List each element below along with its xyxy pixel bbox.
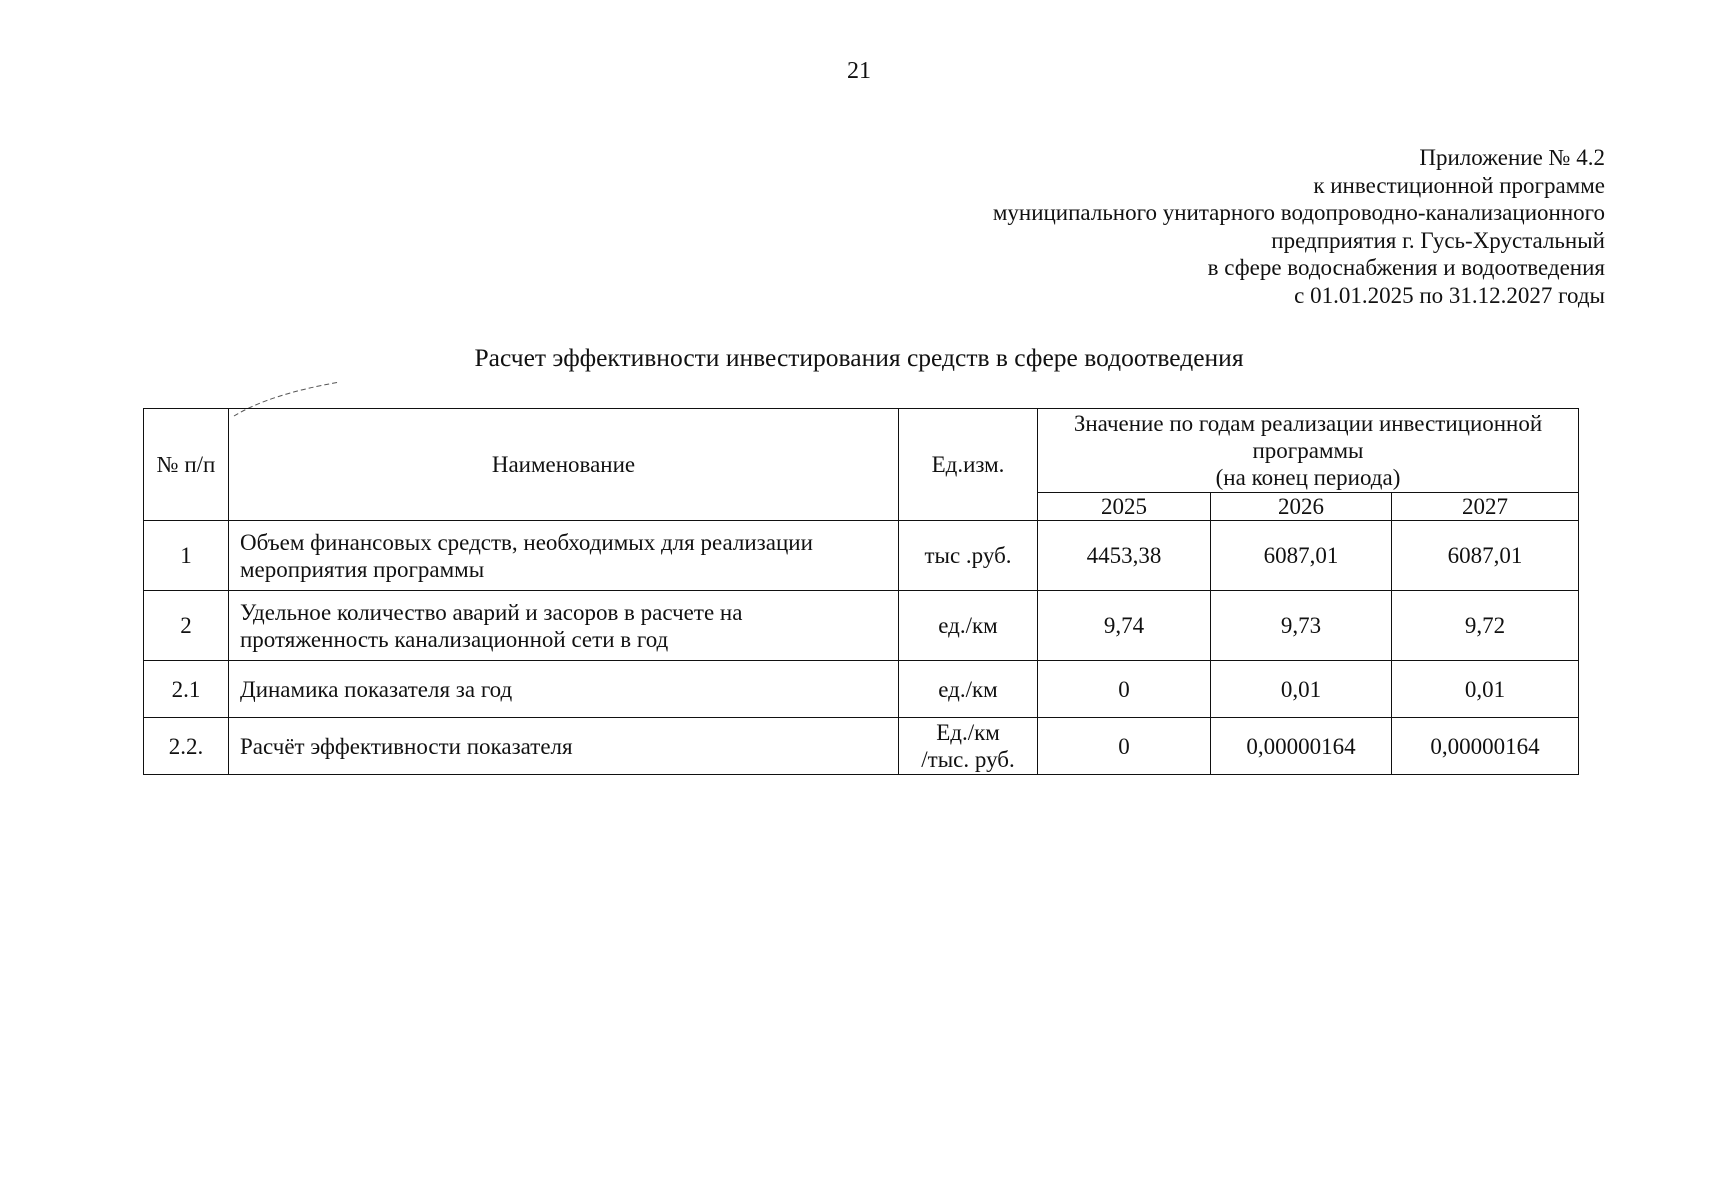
table-row <box>144 718 1579 775</box>
table-row <box>144 521 1579 591</box>
row-unit-line: /тыс. руб. <box>921 747 1015 772</box>
row-name-line: протяженность канализационной сети в год <box>240 626 669 652</box>
row-name-line: Динамика показателя за год <box>240 676 513 702</box>
row-value-2025: 0 <box>1038 718 1211 775</box>
header-num: № п/п <box>144 409 229 521</box>
row-value-2027: 0,00000164 <box>1392 718 1579 775</box>
row-value-2025: 4453,38 <box>1038 521 1211 591</box>
row-name <box>229 521 899 591</box>
table-header-row <box>144 409 1579 493</box>
row-value-2026: 0,01 <box>1211 661 1392 718</box>
row-value-2027: 9,72 <box>1392 591 1579 661</box>
row-num: 2.2. <box>144 718 229 775</box>
row-value-2025: 9,74 <box>1038 591 1211 661</box>
appendix-line: к инвестиционной программе <box>1313 172 1605 198</box>
row-unit: ед./км <box>899 661 1038 718</box>
appendix-line: с 01.01.2025 по 31.12.2027 годы <box>1294 282 1605 308</box>
header-year-2026: 2026 <box>1211 493 1392 521</box>
row-num: 2 <box>144 591 229 661</box>
row-value-2027: 0,01 <box>1392 661 1579 718</box>
row-num: 1 <box>144 521 229 591</box>
row-unit: ед./км <box>899 591 1038 661</box>
header-unit: Ед.изм. <box>899 409 1038 521</box>
page-number: 21 <box>847 58 871 84</box>
appendix-line: в сфере водоснабжения и водоотведения <box>1207 255 1605 280</box>
table-row <box>144 661 1579 718</box>
row-name <box>229 718 899 775</box>
row-value-2025: 0 <box>1038 661 1211 718</box>
header-year-2027: 2027 <box>1392 493 1579 521</box>
row-value-2026: 6087,01 <box>1211 521 1392 591</box>
header-values-line: (на конец периода) <box>1215 465 1401 490</box>
header-values-line: Значение по годам реализации инвестиционной <box>1073 411 1543 436</box>
row-value-2026: 9,73 <box>1211 591 1392 661</box>
row-value-2026: 0,00000164 <box>1211 718 1392 775</box>
row-name-line: Удельное количество аварий и засоров в расчете на <box>240 599 743 625</box>
row-name <box>229 591 899 661</box>
document-title: Расчет эффективности инвестирования средств в сфере водоотведения <box>474 343 1244 372</box>
efficiency-table <box>143 408 1579 775</box>
row-name-line: Объем финансовых средств, необходимых для реализации <box>240 529 813 555</box>
header-values-group <box>1038 409 1579 493</box>
appendix-line: муниципального унитарного водопроводно-канализационного <box>992 200 1605 225</box>
row-unit-line: Ед./км <box>936 720 1000 745</box>
appendix-line: предприятия г. Гусь-Хрустальный <box>1271 227 1605 253</box>
table-row <box>144 591 1579 661</box>
appendix-block <box>993 144 1605 309</box>
row-unit <box>899 718 1038 775</box>
row-unit: тыс .руб. <box>899 521 1038 591</box>
header-values-line: программы <box>1252 438 1364 463</box>
appendix-line: Приложение № 4.2 <box>1419 145 1605 170</box>
row-num: 2.1 <box>144 661 229 718</box>
row-name <box>229 661 899 718</box>
header-name: Наименование <box>229 409 899 521</box>
row-value-2027: 6087,01 <box>1392 521 1579 591</box>
row-name-line: Расчёт эффективности показателя <box>240 733 573 759</box>
row-name-line: мероприятия программы <box>240 556 485 582</box>
header-year-2025: 2025 <box>1038 493 1211 521</box>
